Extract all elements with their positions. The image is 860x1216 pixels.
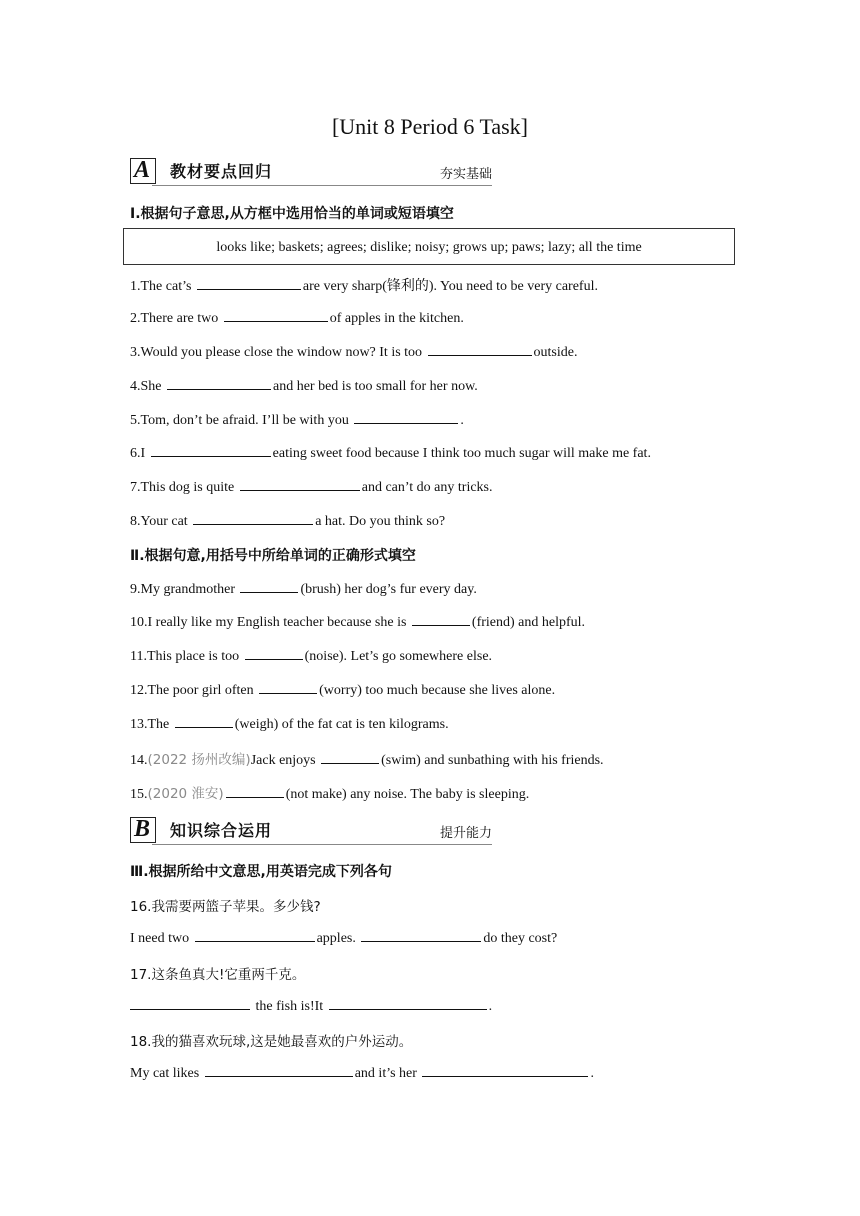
question-5: 5.Tom, don’t be afraid. I’ll be with you . <box>130 413 464 428</box>
answer-blank[interactable] <box>354 411 458 424</box>
question-source: (2022 扬州改编) <box>147 752 251 768</box>
answer-blank[interactable] <box>240 478 360 491</box>
question-16-answer: I need two apples. do they cost? <box>130 931 558 946</box>
section-badge-b: B <box>130 817 156 843</box>
question-14: 14.(2022 扬州改编)Jack enjoys (swim) and sunbathing with his friends. <box>130 752 604 768</box>
answer-blank[interactable] <box>193 512 313 525</box>
answer-blank[interactable] <box>151 444 271 457</box>
answer-blank[interactable] <box>195 929 315 942</box>
answer-blank[interactable] <box>428 343 532 356</box>
question-18-prompt: 18.我的猫喜欢玩球,这是她最喜欢的户外运动。 <box>130 1034 413 1050</box>
question-16-prompt: 16.我需要两篮子苹果。多少钱? <box>130 899 321 915</box>
section-badge-a: A <box>130 158 156 184</box>
question-8: 8.Your cat a hat. Do you think so? <box>130 514 446 529</box>
word-box: looks like; baskets; agrees; dislike; noisy; grows up; paws; lazy; all the time <box>123 228 735 265</box>
question-15: 15.(2020 淮安) (not make) any noise. The baby is sleeping. <box>130 786 530 802</box>
question-10: 10.I really like my English teacher because she is (friend) and helpful. <box>130 615 586 630</box>
answer-blank[interactable] <box>329 997 487 1010</box>
banner-a-title: 教材要点回归 <box>170 162 273 181</box>
question-6: 6.I eating sweet food because I think too much sugar will make me fat. <box>130 446 651 461</box>
question-4: 4.She and her bed is too small for her now. <box>130 379 478 394</box>
answer-blank[interactable] <box>321 751 379 764</box>
question-2: 2.There are two of apples in the kitchen. <box>130 311 464 326</box>
question-12: 12.The poor girl often (worry) too much because she lives alone. <box>130 683 556 698</box>
question-17-prompt: 17.这条鱼真大!它重两千克。 <box>130 967 306 983</box>
answer-blank[interactable] <box>167 377 271 390</box>
question-7: 7.This dog is quite and can’t do any tricks. <box>130 480 493 495</box>
answer-blank[interactable] <box>240 580 298 593</box>
answer-blank[interactable] <box>175 715 233 728</box>
answer-blank[interactable] <box>412 613 470 626</box>
banner-b-title: 知识综合运用 <box>170 821 273 840</box>
question-11: 11.This place is too (noise). Let’s go somewhere else. <box>130 649 493 664</box>
question-source: (2020 淮安) <box>147 786 224 802</box>
answer-blank[interactable] <box>259 681 317 694</box>
answer-blank[interactable] <box>226 785 284 798</box>
answer-blank[interactable] <box>197 277 301 290</box>
question-9: 9.My grandmother (brush) her dog’s fur every day. <box>130 582 477 597</box>
question-17-answer: the fish is!It . <box>130 997 492 1015</box>
question-3: 3.Would you please close the window now? It is too outside. <box>130 345 578 360</box>
answer-blank[interactable] <box>361 929 481 942</box>
answer-blank[interactable] <box>130 997 250 1010</box>
question-13: 13.The (weigh) of the fat cat is ten kilograms. <box>130 717 449 732</box>
answer-blank[interactable] <box>422 1064 588 1077</box>
section-banner-a <box>130 156 492 186</box>
question-1: 1.The cat’s are very sharp(锋利的). You need to be very careful. <box>130 279 598 294</box>
answer-blank[interactable] <box>205 1064 353 1077</box>
section3-heading: Ⅲ.根据所给中文意思,用英语完成下列各句 <box>130 864 392 880</box>
banner-a-subtitle: 夯实基础 <box>439 167 492 182</box>
banner-b-subtitle: 提升能力 <box>439 826 492 841</box>
section2-heading: Ⅱ.根据句意,用括号中所给单词的正确形式填空 <box>130 548 416 564</box>
question-18-answer: My cat likes and it’s her . <box>130 1066 594 1081</box>
answer-blank[interactable] <box>224 309 328 322</box>
section1-heading: Ⅰ.根据句子意思,从方框中选用恰当的单词或短语填空 <box>130 206 454 222</box>
answer-blank[interactable] <box>245 647 303 660</box>
section-banner-b <box>130 815 492 845</box>
page-title: [Unit 8 Period 6 Task] <box>331 114 529 139</box>
